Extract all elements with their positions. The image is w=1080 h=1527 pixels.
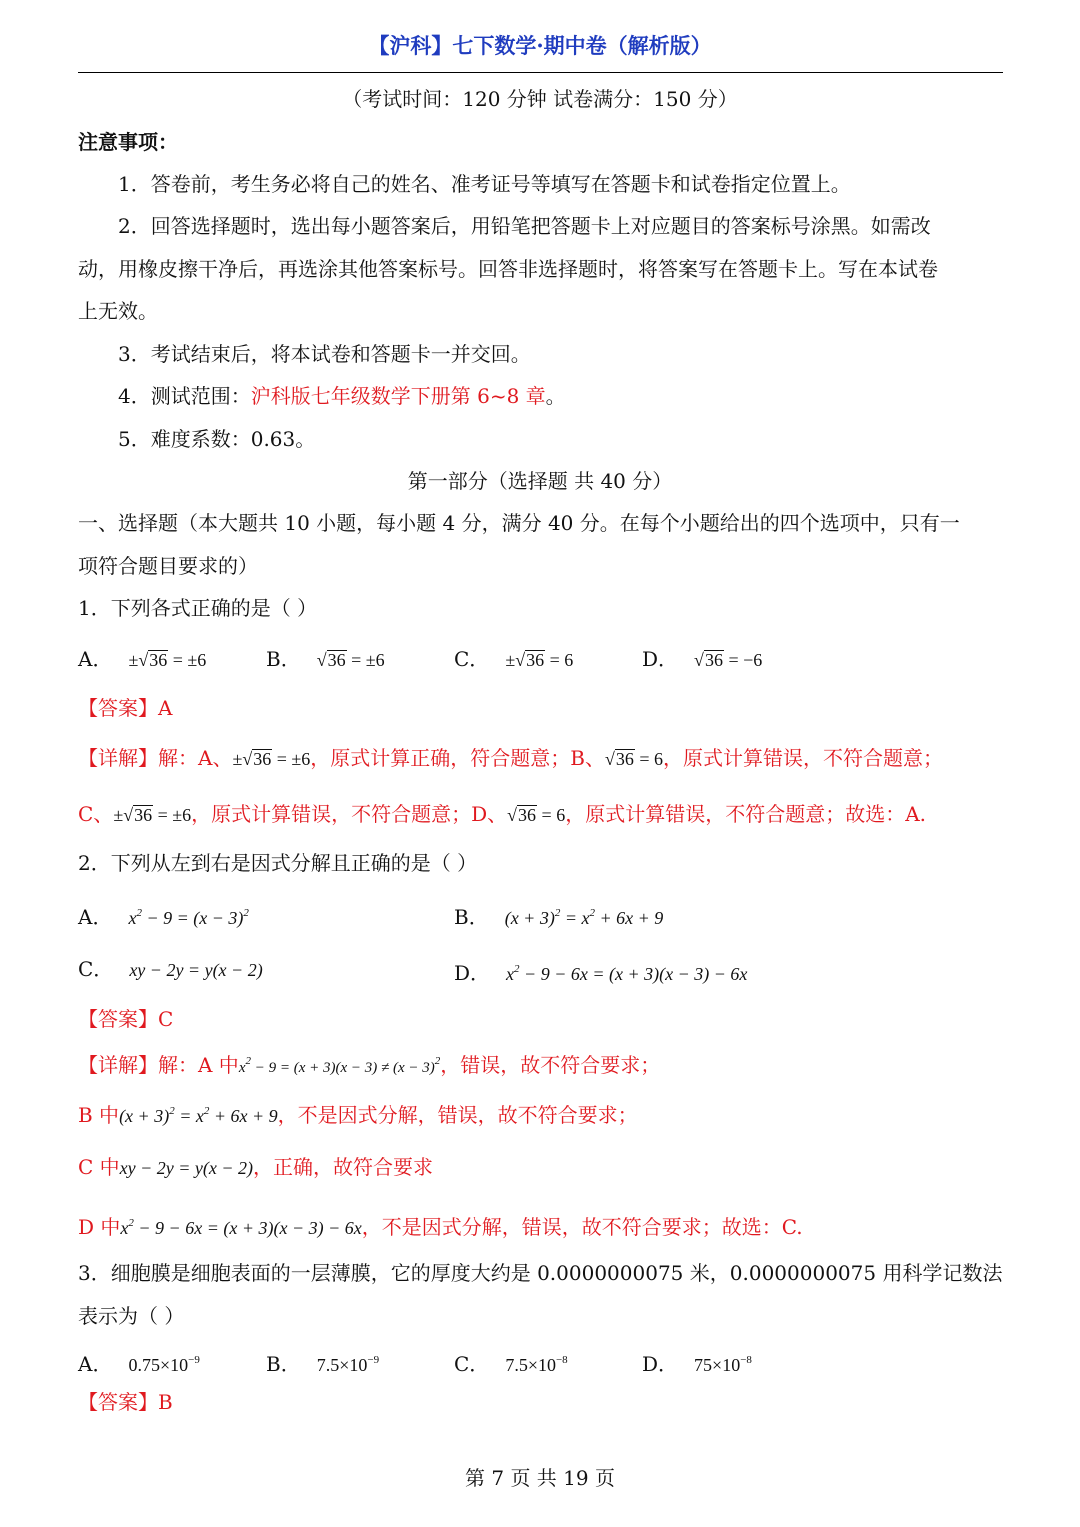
- q2-option-a-expr: $x^2 - 9 = (x - 3)^2$: [128, 907, 249, 928]
- q1-detail-line-2: C、±√36 = ±6，原式计算错误，不符合题意；D、√36 = 6，原式计算错误，不符合题意；故选：A.: [78, 802, 927, 826]
- document-title: 【沪科】七下数学·期中卷（解析版）: [368, 33, 712, 58]
- part1-title: 第一部分（选择题 共 40 分）: [407, 469, 673, 493]
- page-number: 第 7 页 共 19 页: [465, 1466, 615, 1490]
- q3-option-a: A． $0.75\times 10^{-9}$: [78, 1352, 200, 1376]
- q3-option-c-expr: $7.5\times 10^{-8}$: [505, 1354, 568, 1375]
- q2-detail-c: C 中xy − 2y = y(x − 2)，正确，故符合要求: [78, 1155, 434, 1179]
- q1-detail-line-1: 【详解】解：A、±√36 = ±6，原式计算正确，符合题意；B、√36 = 6，原式计算错误，不符合题意；: [78, 746, 943, 770]
- notes-heading: 注意事项：: [78, 130, 178, 154]
- q2-detail-a: 【详解】解：A 中$x^2 - 9 = (x + 3)(x - 3) \ne (x - 3)^2$，错误，故不符合要求；: [78, 1053, 661, 1077]
- q3-answer: 【答案】B: [78, 1390, 173, 1414]
- q1-option-a-expr: ±√36 = ±6: [128, 650, 207, 670]
- q2-option-b-expr: $(x + 3)^2 = x^2 + 6x + 9$: [504, 907, 664, 928]
- test-scope: 沪科版七年级数学下册第 6~8 章: [250, 384, 546, 408]
- notes-item-4: [118, 383, 566, 409]
- notes-item-2-line-2: 动，用橡皮擦干净后，再选涂其他答案标号。回答非选择题时，将答案写在答题卡上。写在本试卷: [78, 257, 938, 281]
- exam-info: （考试时间：120 分钟 试卷满分：150 分）: [342, 87, 738, 111]
- q3-option-b-expr: $7.5\times 10^{-9}$: [316, 1354, 380, 1375]
- q3-option-d-expr: $75\times 10^{-8}$: [694, 1354, 752, 1375]
- notes-item-3: 3．考试结束后，将本试卷和答题卡一并交回。: [118, 342, 531, 366]
- q3-stem-line-2: 表示为（ ）: [78, 1304, 185, 1328]
- q2-option-c-expr: xy − 2y = y(x − 2): [129, 960, 263, 980]
- q2-detail-d: D 中$x^2 - 9 - 6x = (x + 3)(x - 3) - 6x$，不是因式分解，错误，故不符合要求；故选：C.: [78, 1215, 803, 1239]
- q1-option-b: B． √36 = ±6: [266, 647, 385, 671]
- q1-option-c-expr: ±√36 = 6: [505, 650, 574, 670]
- q1-option-d: D． √36 = −6: [642, 647, 763, 671]
- q1-option-c: C． ±√36 = 6: [454, 647, 574, 671]
- header-divider: [78, 72, 1003, 73]
- q1-stem: 1．下列各式正确的是（ ）: [78, 596, 318, 620]
- q1-option-d-expr: √36 = −6: [694, 650, 763, 670]
- q2-answer: 【答案】C: [78, 1007, 174, 1031]
- q2-option-d-expr: $x^2 - 9 - 6x = (x + 3)(x - 3) - 6x$: [506, 963, 748, 984]
- q2-stem: 2．下列从左到右是因式分解且正确的是（ ）: [78, 851, 478, 875]
- q3-option-a-expr: $0.75\times 10^{-9}$: [128, 1354, 200, 1375]
- q2-option-b: B． $(x + 3)^2 = x^2 + 6x + 9$: [454, 905, 664, 929]
- notes-item-1: 1．答卷前，考生务必将自己的姓名、准考证号等填写在答题卡和试卷指定位置上。: [118, 172, 851, 196]
- q3-option-d: D． $75\times 10^{-8}$: [642, 1352, 752, 1376]
- notes-item-4-suffix: 。: [545, 384, 566, 408]
- notes-item-2-line-3: 上无效。: [78, 299, 158, 323]
- q3-option-c: C． $7.5\times 10^{-8}$: [454, 1352, 568, 1376]
- notes-item-4-prefix: 4．测试范围：: [118, 384, 251, 408]
- q3-stem-line-1: 3．细胞膜是细胞表面的一层薄膜，它的厚度大约是 0.0000000075 米，0.0000000075 用科学记数法: [78, 1261, 1003, 1285]
- q1-option-b-expr: √36 = ±6: [316, 650, 385, 670]
- q1-answer: 【答案】A: [78, 696, 173, 720]
- q2-option-c: C． xy − 2y = y(x − 2): [78, 957, 263, 981]
- q2-option-a: A． $x^2 - 9 = (x - 3)^2$: [78, 905, 249, 929]
- section-instructions-line-2: 项符合题目要求的）: [78, 554, 258, 578]
- q1-option-a: A． ±√36 = ±6: [78, 647, 207, 671]
- q2-detail-b: B 中$(x + 3)^2 = x^2 + 6x + 9$，不是因式分解，错误，故不符合要求；: [78, 1103, 638, 1127]
- q3-option-b: B． $7.5\times 10^{-9}$: [266, 1352, 380, 1376]
- notes-item-5: 5．难度系数：0.63。: [118, 427, 316, 451]
- notes-item-2-line-1: 2．回答选择题时，选出每小题答案后，用铅笔把答题卡上对应题目的答案标号涂黑。如需改: [118, 214, 931, 238]
- section-instructions-line-1: 一、选择题（本大题共 10 小题，每小题 4 分，满分 40 分。在每个小题给出的四个选项中，只有一: [78, 511, 960, 535]
- q2-option-d: D． $x^2 - 9 - 6x = (x + 3)(x - 3) - 6x$: [454, 961, 748, 985]
